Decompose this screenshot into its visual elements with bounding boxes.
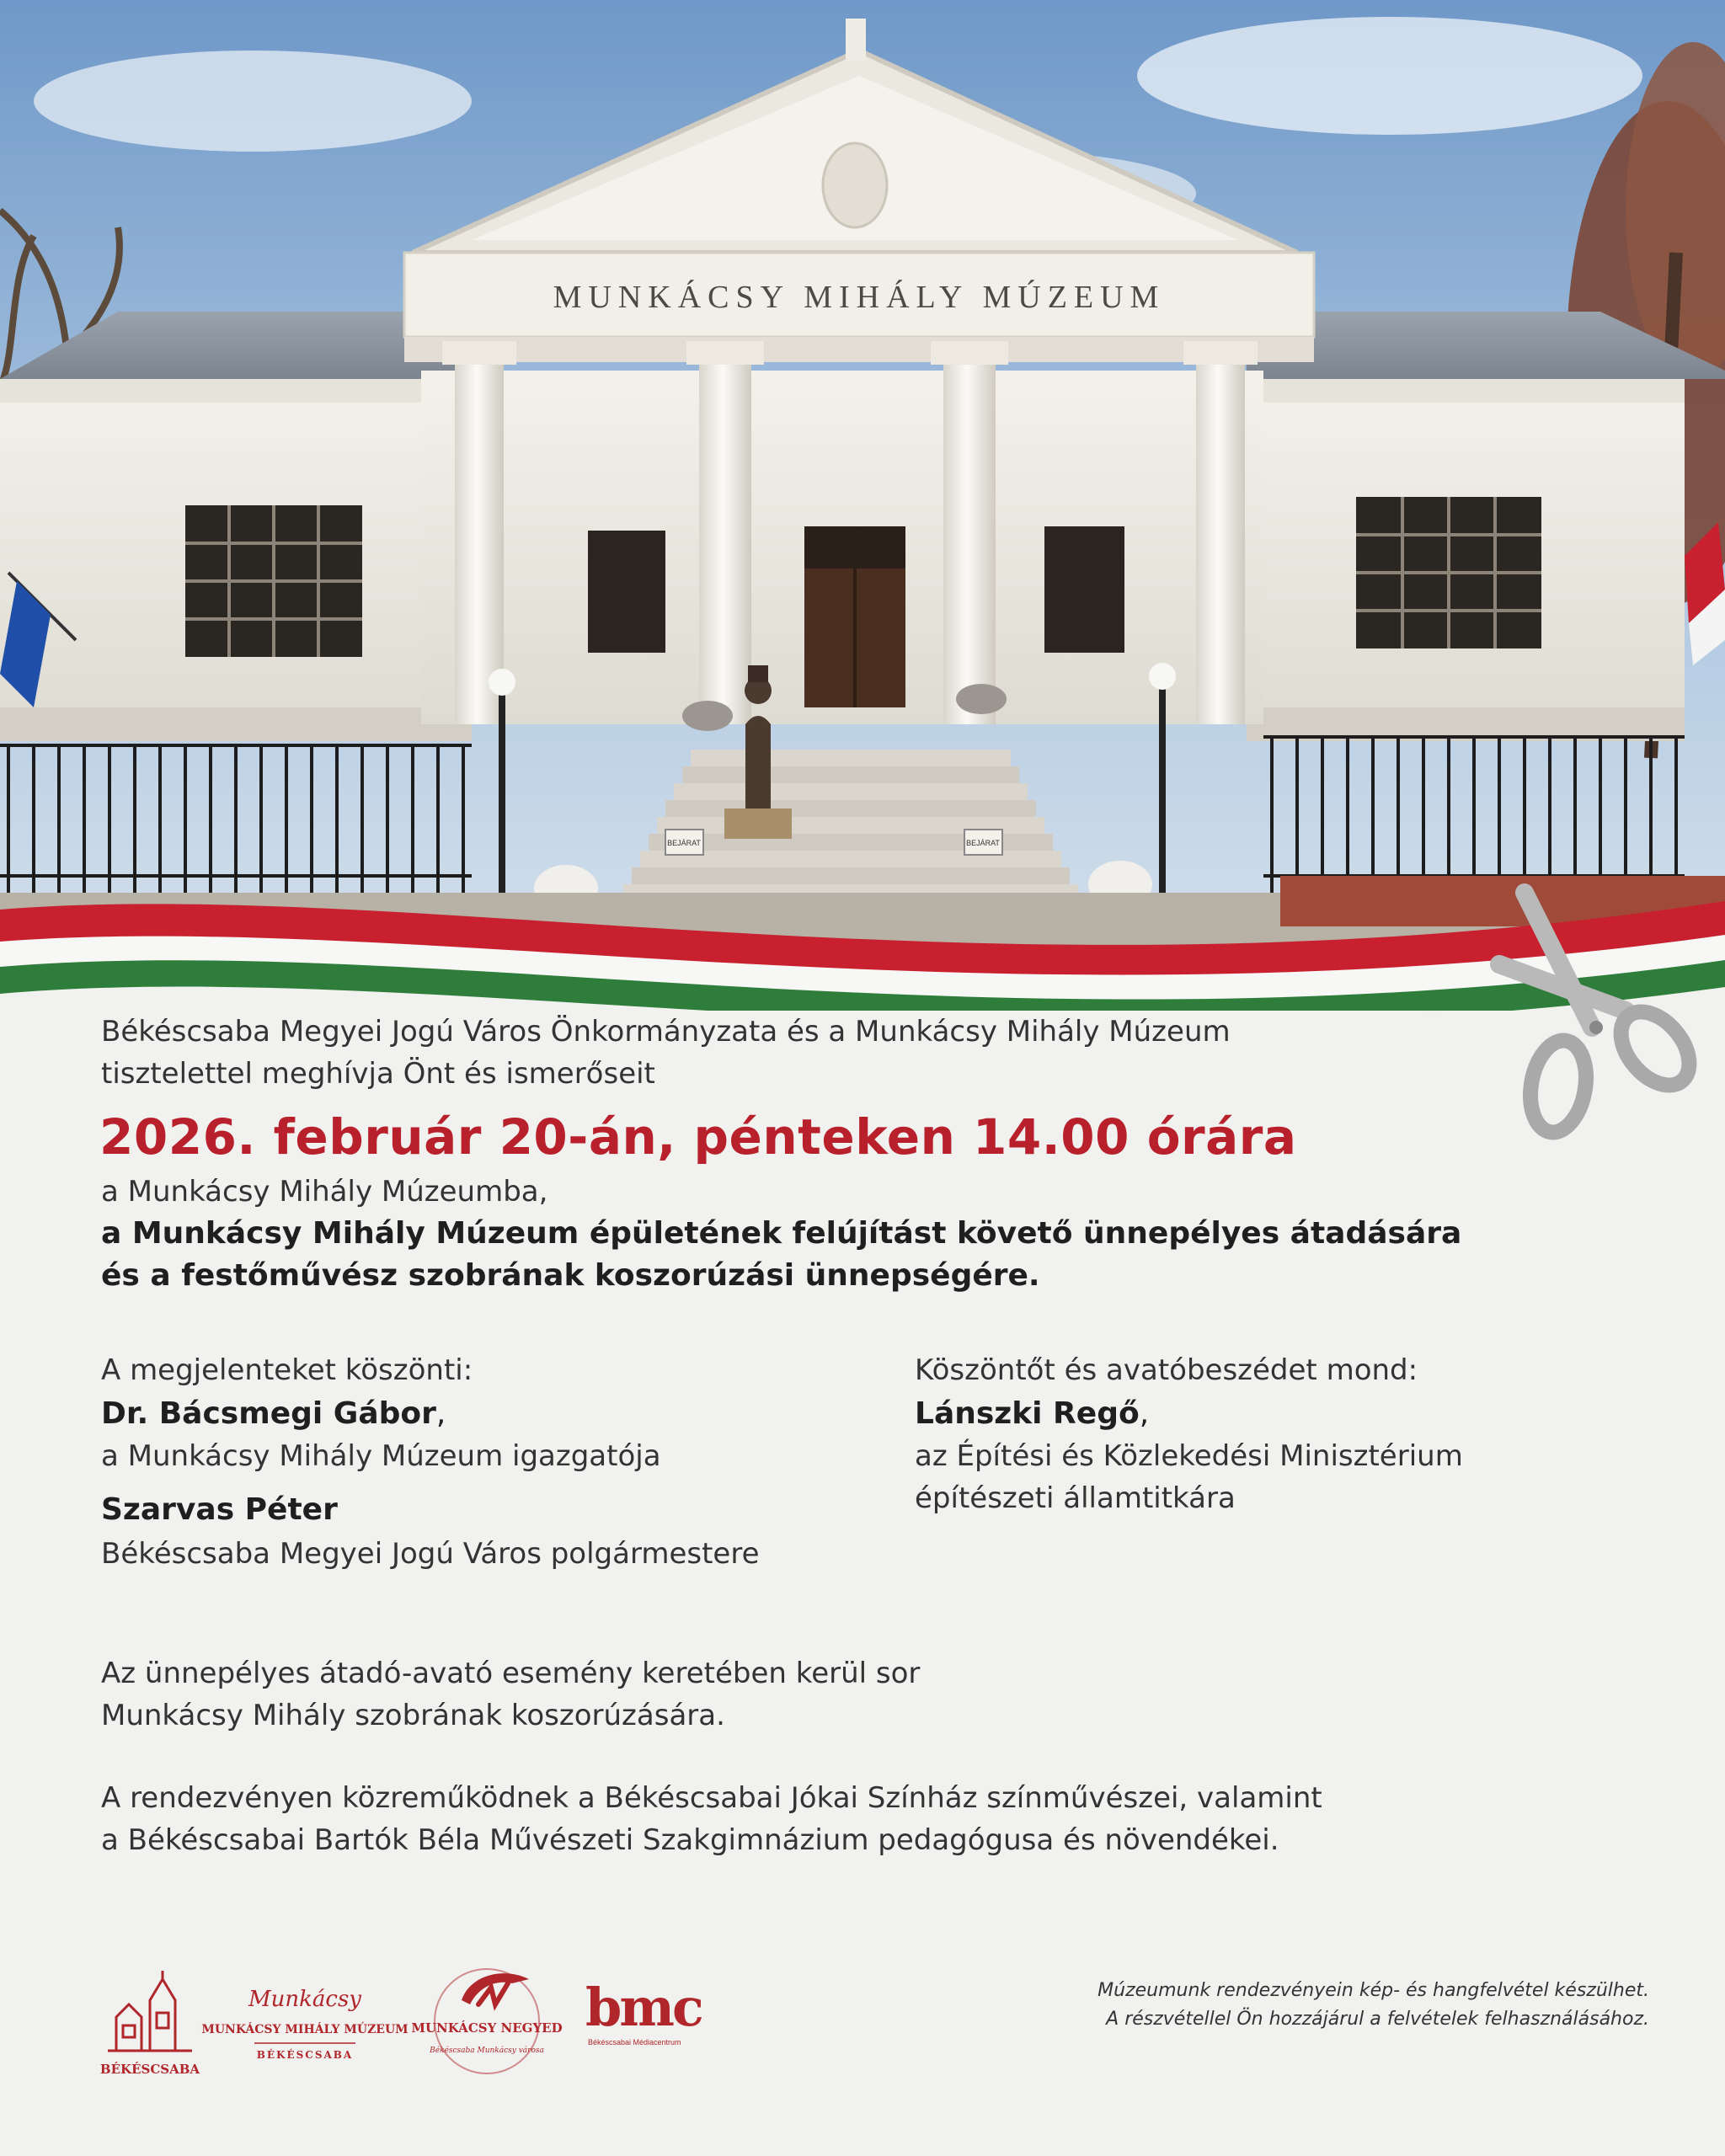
speaker-title-line-1: az Építési és Közlekedési Minisztérium [915, 1439, 1463, 1473]
speech-heading: Köszöntőt és avatóbeszédet mond: [915, 1353, 1418, 1387]
speaker-name-text: Lánszki Regő [915, 1396, 1140, 1431]
munkacsy-museum-logo [201, 1981, 409, 2073]
speaker-name [101, 1489, 338, 1531]
window-right [1356, 497, 1541, 648]
museum-door [804, 526, 905, 707]
negyed-logo-sub: Békéscsaba Munkácsy városa [430, 2047, 544, 2055]
occasion-line-1: a Munkácsy Mihály Múzeum épületének felújítást követő ünnepélyes átadására [101, 1216, 1462, 1251]
details-p1-line-2: Munkácsy Mihály szobrának koszorúzására. [101, 1699, 725, 1732]
details-p2-line-2: a Békéscsabai Bartók Béla Művészeti Szakgimnázium pedagógusa és növendékei. [101, 1823, 1279, 1857]
window-left [185, 505, 362, 657]
speaker-name-text: Szarvas Péter [101, 1492, 338, 1527]
entrance-sign-right: BEJÁRAT [966, 839, 1000, 847]
negyed-logo-name: MUNKÁCSY NEGYED [411, 2020, 563, 2036]
bmc-logo-mark: bmc [585, 1977, 702, 2038]
intro-line-2: tisztelettel meghívja Önt és ismerőseit [101, 1057, 655, 1091]
welcome-heading: A megjelenteket köszönti: [101, 1353, 473, 1387]
museum-photo [0, 0, 1725, 1011]
occasion-line-2: és a festőművész szobrának koszorúzási ünnepségére. [101, 1258, 1040, 1293]
venue-line: a Munkácsy Mihály Múzeumba, [101, 1175, 548, 1209]
recording-notice-line-1: Múzeumunk rendezvényein kép- és hangfelvétel készülhet. [1097, 1980, 1649, 2001]
scissors-icon [1491, 884, 1701, 1154]
pediment-inscription: MUNKÁCSY MIHÁLY MÚZEUM [553, 280, 1166, 315]
speaker-title: a Munkácsy Mihály Múzeum igazgatója [101, 1439, 661, 1473]
speaker-name [915, 1393, 1149, 1435]
museum-logo-name: MUNKÁCSY MIHÁLY MÚZEUM [201, 2023, 409, 2036]
bmc-logo-sub: Békéscsabai Médiacentrum [588, 2038, 681, 2047]
event-date-heading: 2026. február 20-án, pénteken 14.00 órára [99, 1108, 1297, 1166]
speaker-title: Békéscsaba Megyei Jogú Város polgármestere [101, 1537, 760, 1571]
speaker-name [101, 1393, 446, 1435]
museum-logo-city: BÉKÉSCSABA [256, 2049, 354, 2061]
entrance-sign-left: BEJÁRAT [667, 839, 701, 847]
munkacsy-negyed-logo [411, 1958, 563, 2084]
bmc-logo [581, 1979, 708, 2063]
speaker-name-suffix: , [1139, 1396, 1150, 1431]
speaker-title-line-2: építészeti államtitkára [915, 1481, 1236, 1515]
bekescsaba-logo-text: BÉKÉSCSABA [99, 2062, 200, 2077]
recording-notice-line-2: A részvétellel Ön hozzájárul a felvételek felhasználásához. [1106, 2009, 1649, 2030]
details-p1-line-1: Az ünnepélyes átadó-avató esemény keretében kerül sor [101, 1657, 921, 1690]
bekescsaba-logo [99, 1971, 200, 2080]
details-p2-line-1: A rendezvényen közreműködnek a Békéscsabai Jókai Színház színművészei, valamint [101, 1781, 1322, 1815]
speaker-name-text: Dr. Bácsmegi Gábor [101, 1396, 436, 1431]
museum-logo-script: Munkácsy [248, 1987, 361, 2012]
speaker-name-suffix: , [435, 1396, 446, 1431]
intro-line-1: Békéscsaba Megyei Jogú Város Önkormányzata és a Munkácsy Mihály Múzeum [101, 1015, 1231, 1049]
